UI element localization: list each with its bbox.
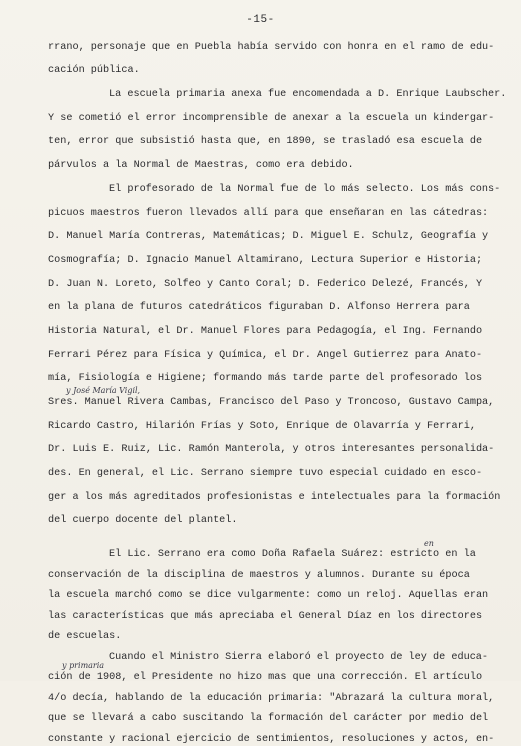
text-line: en la plana de futuros catedráticos figuraban D. Alfonso Herrera para xyxy=(48,302,470,313)
text-line: ción de 1908, el Presidente no hizo mas que una corrección. El artículo xyxy=(48,672,483,683)
text-line: La escuela primaria anexa fue encomendada a D. Enrique Laubscher. xyxy=(109,89,507,100)
handwritten-note: y José María Vigil, xyxy=(66,386,141,395)
text-line: rrano, personaje que en Puebla había servido con honra en el ramo de edu- xyxy=(48,42,495,53)
text-line: D. Juan N. Loreto, Solfeo y Canto Coral; D. Federico Delezé, Francés, Y xyxy=(48,279,483,290)
text-line: Sres. Manuel Rivera Cambas, Francisco del Paso y Troncoso, Gustavo Campa, xyxy=(48,397,495,408)
text-line: párvulos a la Normal de Maestras, como era debido. xyxy=(48,160,354,171)
page-number: -15- xyxy=(246,14,275,26)
text-line: que se llevará a cabo suscitando la formación del carácter por medio del xyxy=(48,713,489,724)
text-line: Ricardo Castro, Hilarión Frías y Soto, Enrique de Olavarría y Ferrari, xyxy=(48,421,476,432)
text-line: del cuerpo docente del plantel. xyxy=(48,515,238,526)
handwritten-note: y primaria xyxy=(62,661,105,670)
text-line: Historia Natural, el Dr. Manuel Flores para Pedagogía, el Ing. Fernando xyxy=(48,326,483,337)
text-line: des. En general, el Lic. Serrano siempre tuvo especial cuidado en esco- xyxy=(48,468,483,479)
text-line: mía, Fisiología e Higiene; formando más tarde parte del profesorado los xyxy=(48,373,483,384)
text-line: Y se cometió el error incomprensible de anexar a la escuela un kindergar- xyxy=(48,113,495,124)
text-line: ger a los más agreditados profesionistas e intelectuales para la formación xyxy=(48,492,501,503)
text-line: El profesorado de la Normal fue de lo más selecto. Los más cons- xyxy=(109,184,501,195)
text-line: El Lic. Serrano era como Doña Rafaela Suárez: estricto en la xyxy=(109,549,476,560)
handwritten-note: en xyxy=(424,539,434,548)
text-line: la escuela marchó como se dice vulgarmente: como un reloj. Aquellas eran xyxy=(48,590,489,601)
text-line: ten, error que subsistió hasta que, en 1890, se trasladó esa escuela de xyxy=(48,136,483,147)
text-line: 4/o decía, hablando de la educación primaria: "Abrazará la cultura moral, xyxy=(48,692,495,704)
text-line: de escuelas. xyxy=(48,631,122,642)
text-line: Cosmografía; D. Ignacio Manuel Altamirano, Lectura Superior e Historia; xyxy=(48,255,483,266)
text-line: Cuando el Ministro Sierra elaboró el proyecto de ley de educa- xyxy=(109,651,489,663)
text-line: Ferrari Pérez para Física y Química, el Dr. Angel Gutierrez para Anato- xyxy=(48,350,483,361)
text-line: conservación de la disciplina de maestros y alumnos. Durante su época xyxy=(48,569,470,581)
text-line: Dr. Luis E. Ruiz, Lic. Ramón Manterola, y otros interesantes personalida- xyxy=(48,444,495,455)
text-line: D. Manuel María Contreras, Matemáticas; D. Miguel E. Schulz, Geografía y xyxy=(48,231,489,242)
text-line: picuos maestros fueron llevados allí para que enseñaran en las cátedras: xyxy=(48,208,489,219)
text-line: constante y racional ejercicio de sentimientos, resoluciones y actos, en- xyxy=(48,733,495,745)
text-line: cación pública. xyxy=(48,65,140,76)
text-line: las características que más apreciaba el General Díaz en los directores xyxy=(48,610,483,622)
